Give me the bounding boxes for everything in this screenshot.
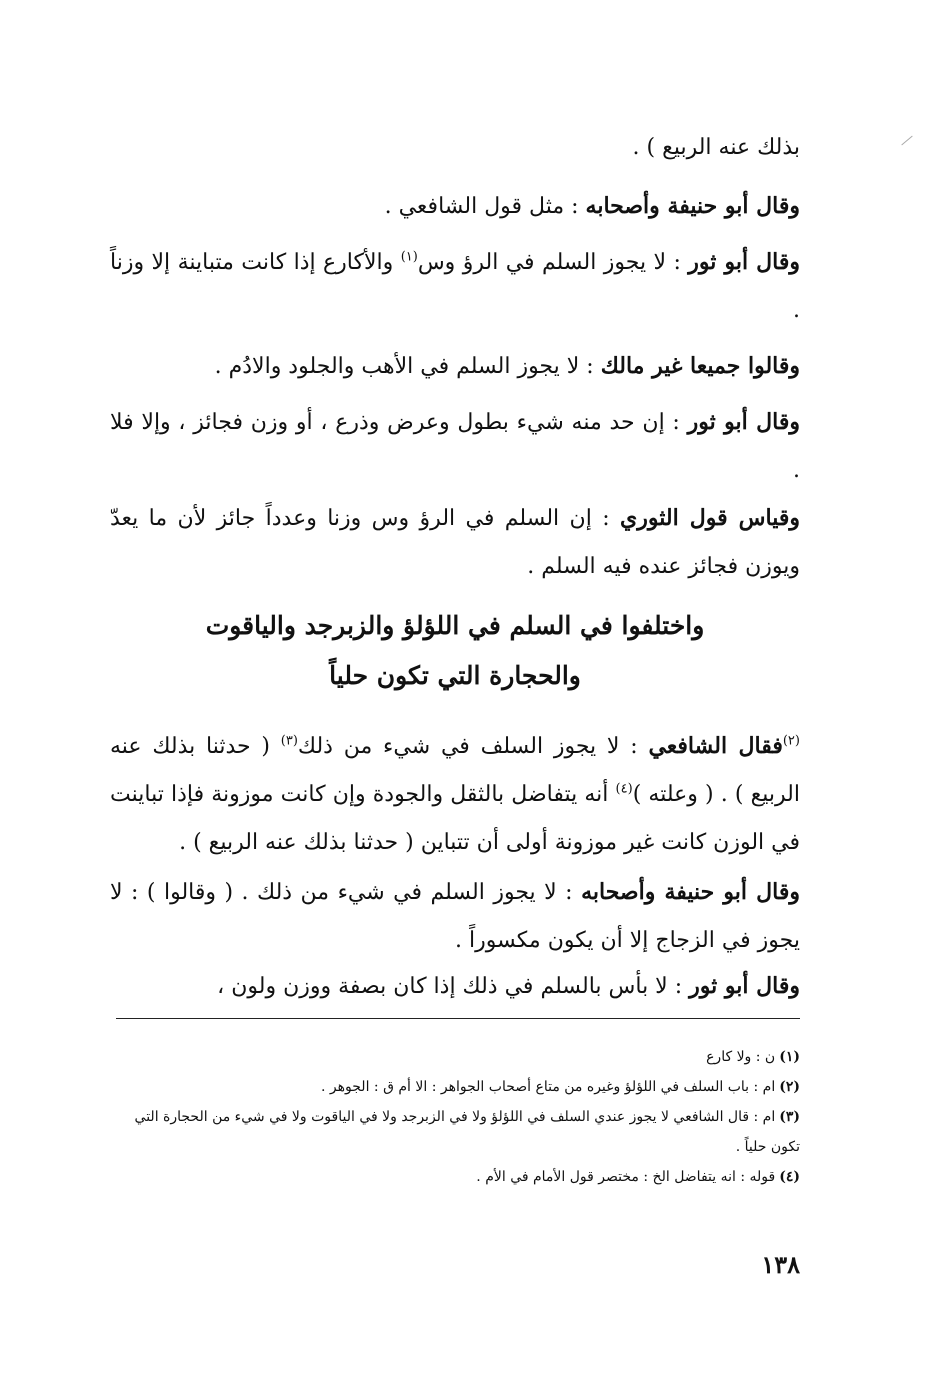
document-page bbox=[110, 0, 800, 1373]
scan-mark bbox=[901, 136, 912, 146]
footnote-ref: (٣) bbox=[280, 733, 298, 749]
footnote-ref: (١) bbox=[400, 249, 418, 265]
paragraph-lead: وقالوا جميعا غير مالك bbox=[600, 353, 800, 379]
paragraph-lead: وقال أبو ثور bbox=[687, 409, 800, 435]
paragraph-text: : لا يجوز السلم في الرؤ وس bbox=[417, 250, 689, 275]
paragraph-4 bbox=[110, 342, 800, 391]
section-paragraph-1 bbox=[110, 722, 800, 867]
paragraph-text: : لا يجوز السلم في الأهب والجلود والادُم . bbox=[214, 354, 601, 379]
footnote-number: (١) bbox=[779, 1049, 800, 1065]
footnote-text: ام : قال الشافعي لا يجوز عندي السلف في اللؤلؤ ولا في الزبرجد ولا في الياقوت ولا في شيء من الحجارة التي تكون حلياً . bbox=[134, 1109, 800, 1155]
paragraph-lead: وقال أبو ثور bbox=[689, 973, 800, 999]
paragraph-text: والأكارع إذا كانت متباينة إلا وزناً . bbox=[110, 250, 800, 323]
footnote-text: قوله : انه يتفاضل الخ : مختصر قول الأمام في الأم . bbox=[476, 1169, 776, 1185]
section-heading-line-2: والحجارة التي تكون حلياً bbox=[329, 661, 581, 690]
page-number: ١٣٨ bbox=[761, 1250, 800, 1279]
paragraph-text: أنه يتفاضل بالثقل والجودة وإن كانت موزونة فإذا تباينت في الوزن كانت غير موزونة أولى أن تتباين ( حدثنا بذلك عنه الربيع ) . bbox=[110, 782, 800, 855]
footnote-2 bbox=[110, 1072, 800, 1102]
section-heading-line-1: واختلفوا في السلم في اللؤلؤ والزبرجد والياقوت bbox=[205, 611, 705, 640]
paragraph-2 bbox=[110, 182, 800, 231]
footnote-1 bbox=[110, 1042, 800, 1072]
paragraph-text: بذلك عنه الربيع ) . bbox=[632, 135, 800, 160]
paragraph-text: : مثل قول الشافعي . bbox=[384, 194, 586, 219]
paragraph-text: : لا يجوز السلف في شيء من ذلك bbox=[297, 734, 649, 759]
paragraph-lead: وقال أبو حنيفة وأصحابه bbox=[581, 879, 800, 905]
paragraph-5 bbox=[110, 398, 800, 495]
footnote-number: (٣) bbox=[779, 1109, 800, 1125]
paragraph-text: : لا يجوز السلم في شيء من ذلك . ( وقالوا ) : لا يجوز في الزجاج إلا أن يكون مكسوراً . bbox=[110, 880, 800, 953]
footnote-3 bbox=[110, 1102, 800, 1162]
paragraph-lead: وقال أبو ثور bbox=[688, 249, 800, 275]
footnote-number: (٢) bbox=[779, 1079, 800, 1095]
footnote-text: ن : ولا كارع bbox=[706, 1049, 776, 1065]
section-paragraph-3 bbox=[110, 962, 800, 1011]
footnote-text: ام : باب السلف في اللؤلؤ وغيره من متاع أصحاب الجواهر : الا أم ق : الجوهر . bbox=[321, 1079, 776, 1095]
paragraph-lead: وقال أبو حنيفة وأصحابه bbox=[585, 193, 800, 219]
footnote-4 bbox=[110, 1162, 800, 1192]
footnote-ref: (٤) bbox=[615, 781, 633, 797]
paragraph-text: : إن السلم في الرؤ وس وزنا وعدداً جائز لأن ما يعدّ ويوزن فجائز عنده فيه السلم . bbox=[110, 506, 800, 579]
footnote-divider bbox=[116, 1018, 800, 1019]
paragraph-lead: فقال الشافعي bbox=[648, 733, 783, 759]
paragraph-text: : إن حد منه شيء بطول وعرض وذرع ، أو وزن فجائز ، وإلا فلا . bbox=[110, 410, 800, 483]
paragraph-1 bbox=[110, 124, 800, 172]
paragraph-3 bbox=[110, 238, 800, 335]
section-paragraph-2 bbox=[110, 868, 800, 965]
footnote-ref: (٢) bbox=[782, 733, 800, 749]
paragraph-lead: وقياس قول الثوري bbox=[620, 505, 801, 531]
footnotes bbox=[110, 1042, 800, 1192]
paragraph-6 bbox=[110, 494, 800, 591]
footnote-number: (٤) bbox=[779, 1169, 800, 1185]
paragraph-text: ( حدثنا بذلك عنه الربيع ) . ( وعلته ) bbox=[110, 734, 800, 807]
paragraph-text: : لا بأس بالسلم في ذلك إذا كان بصفة ووزن ولون ، bbox=[217, 974, 690, 999]
